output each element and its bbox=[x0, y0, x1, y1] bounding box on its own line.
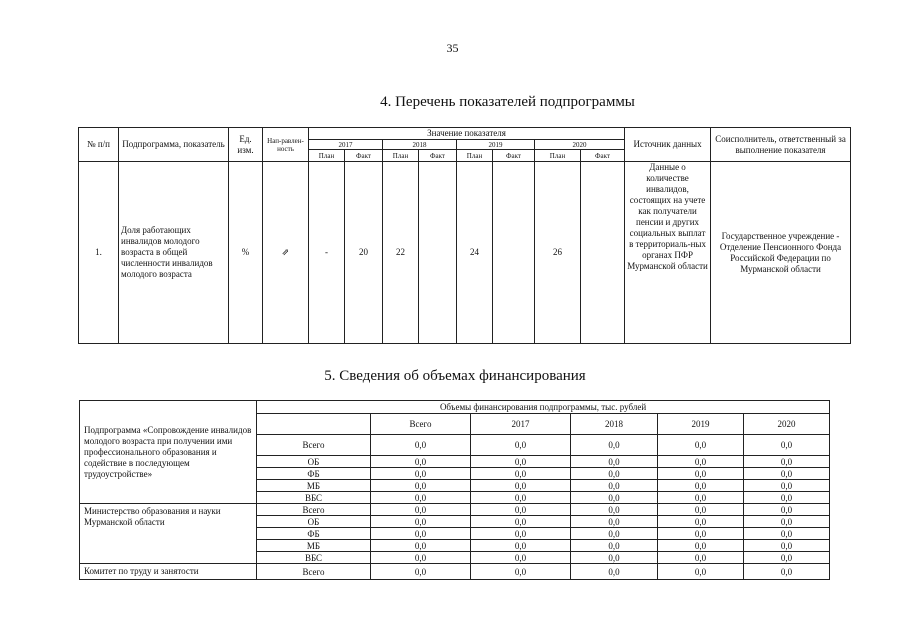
amount-cell: 0,0 bbox=[471, 468, 571, 480]
table-row bbox=[80, 564, 830, 580]
source-label: ВБС bbox=[257, 492, 371, 504]
amount-cell: 0,0 bbox=[371, 456, 471, 468]
fact-label: Факт bbox=[345, 150, 383, 162]
plan-label: План bbox=[383, 150, 419, 162]
amount-cell: 0,0 bbox=[658, 528, 744, 540]
amount-cell: 0,0 bbox=[371, 435, 471, 456]
source-label: Всего bbox=[257, 564, 371, 580]
amount-cell: 0,0 bbox=[471, 480, 571, 492]
amount-cell: 0,0 bbox=[471, 540, 571, 552]
source-label: ОБ bbox=[257, 456, 371, 468]
amount-cell: 0,0 bbox=[471, 528, 571, 540]
amount-cell: 0,0 bbox=[571, 480, 658, 492]
amount-cell: 0,0 bbox=[658, 552, 744, 564]
column-header: 2019 bbox=[658, 414, 744, 435]
source-label: ОБ bbox=[257, 516, 371, 528]
amount-cell: 0,0 bbox=[471, 504, 571, 516]
amount-cell: 0,0 bbox=[471, 552, 571, 564]
source-label: ФБ bbox=[257, 468, 371, 480]
year-2017: 2017 bbox=[309, 140, 383, 150]
amount-cell: 0,0 bbox=[371, 504, 471, 516]
amount-cell: 0,0 bbox=[744, 456, 830, 468]
direction-arrow-icon: ⇗ bbox=[263, 162, 309, 344]
amount-cell: 0,0 bbox=[658, 540, 744, 552]
amount-cell: 0,0 bbox=[571, 528, 658, 540]
amount-cell: 0,0 bbox=[371, 480, 471, 492]
amount-cell: 0,0 bbox=[658, 564, 744, 580]
value-2018-fact bbox=[419, 162, 457, 344]
amount-cell: 0,0 bbox=[471, 456, 571, 468]
header-direction: Нап-равлен-ность bbox=[263, 128, 309, 162]
amount-cell: 0,0 bbox=[371, 552, 471, 564]
column-header: 2017 bbox=[471, 414, 571, 435]
amount-cell: 0,0 bbox=[744, 528, 830, 540]
value-2020-plan: 26 bbox=[535, 162, 581, 344]
amount-cell: 0,0 bbox=[471, 564, 571, 580]
amount-cell: 0,0 bbox=[744, 480, 830, 492]
amount-cell: 0,0 bbox=[571, 564, 658, 580]
value-2017-plan: - bbox=[309, 162, 345, 344]
amount-cell: 0,0 bbox=[744, 516, 830, 528]
fact-label: Факт bbox=[581, 150, 625, 162]
column-header: Всего bbox=[371, 414, 471, 435]
financing-header-row bbox=[80, 401, 830, 414]
amount-cell: 0,0 bbox=[744, 552, 830, 564]
year-2018: 2018 bbox=[383, 140, 457, 150]
amount-cell: 0,0 bbox=[571, 456, 658, 468]
value-2019-fact bbox=[493, 162, 535, 344]
value-2020-fact bbox=[581, 162, 625, 344]
amount-cell: 0,0 bbox=[471, 516, 571, 528]
amount-cell: 0,0 bbox=[371, 528, 471, 540]
amount-cell: 0,0 bbox=[571, 504, 658, 516]
source-label: МБ bbox=[257, 540, 371, 552]
column-header: 2018 bbox=[571, 414, 658, 435]
amount-cell: 0,0 bbox=[658, 456, 744, 468]
amount-cell: 0,0 bbox=[658, 516, 744, 528]
section4-title: 4. Перечень показателей подпрограммы bbox=[380, 94, 635, 110]
amount-cell: 0,0 bbox=[571, 468, 658, 480]
group-name: Комитет по труду и занятости bbox=[80, 564, 257, 580]
amount-cell: 0,0 bbox=[571, 540, 658, 552]
amount-cell: 0,0 bbox=[571, 435, 658, 456]
amount-cell: 0,0 bbox=[744, 492, 830, 504]
plan-label: План bbox=[309, 150, 345, 162]
amount-cell: 0,0 bbox=[471, 435, 571, 456]
amount-cell: 0,0 bbox=[658, 435, 744, 456]
amount-cell: 0,0 bbox=[371, 468, 471, 480]
amount-cell: 0,0 bbox=[471, 492, 571, 504]
row-num: 1. bbox=[79, 162, 119, 344]
value-2019-plan: 24 bbox=[457, 162, 493, 344]
value-2017-fact: 20 bbox=[345, 162, 383, 344]
amount-cell: 0,0 bbox=[744, 468, 830, 480]
amount-cell: 0,0 bbox=[371, 516, 471, 528]
value-2018-plan: 22 bbox=[383, 162, 419, 344]
plan-label: План bbox=[535, 150, 581, 162]
source-label: ВБС bbox=[257, 552, 371, 564]
amount-cell: 0,0 bbox=[371, 540, 471, 552]
amount-cell: 0,0 bbox=[658, 504, 744, 516]
source-label: МБ bbox=[257, 480, 371, 492]
page-number: 35 bbox=[446, 41, 459, 55]
volumes-header: Объемы финансирования подпрограммы, тыс. рублей bbox=[257, 401, 830, 414]
fact-label: Факт bbox=[493, 150, 535, 162]
empty-cell bbox=[257, 414, 371, 435]
source-label: Всего bbox=[257, 435, 371, 456]
amount-cell: 0,0 bbox=[571, 552, 658, 564]
column-header: 2020 bbox=[744, 414, 830, 435]
amount-cell: 0,0 bbox=[744, 564, 830, 580]
amount-cell: 0,0 bbox=[571, 516, 658, 528]
header-source: Источник данных bbox=[625, 128, 711, 162]
amount-cell: 0,0 bbox=[658, 468, 744, 480]
amount-cell: 0,0 bbox=[658, 492, 744, 504]
amount-cell: 0,0 bbox=[658, 480, 744, 492]
amount-cell: 0,0 bbox=[744, 504, 830, 516]
amount-cell: 0,0 bbox=[371, 564, 471, 580]
section5-title: 5. Сведения об объемах финансирования bbox=[324, 368, 586, 384]
table-row bbox=[80, 504, 830, 516]
group-name: Подпрограмма «Сопровождение инвалидов молодого возраста при получении ими профессионального образования и содействие в последующем трудоустройстве» bbox=[80, 401, 257, 504]
header-num: № п/п bbox=[79, 128, 119, 162]
header-coexecutor: Соисполнитель, ответственный за выполнение показателя bbox=[711, 128, 851, 162]
source-label: Всего bbox=[257, 504, 371, 516]
header-unit: Ед. изм. bbox=[229, 128, 263, 162]
amount-cell: 0,0 bbox=[371, 492, 471, 504]
group-name: Министерство образования и науки Мурманской области bbox=[80, 504, 257, 564]
indicators-table bbox=[78, 127, 851, 344]
row-coexecutor: Государственное учреждение - Отделение Пенсионного Фонда Российской Федерации по Мурманской области bbox=[711, 162, 851, 344]
row-unit: % bbox=[229, 162, 263, 344]
row-program: Доля работающих инвалидов молодого возраста в общей численности инвалидов молодого возраста bbox=[119, 162, 229, 344]
amount-cell: 0,0 bbox=[744, 540, 830, 552]
source-label: ФБ bbox=[257, 528, 371, 540]
year-2020: 2020 bbox=[535, 140, 625, 150]
amount-cell: 0,0 bbox=[744, 435, 830, 456]
header-program: Подпрограмма, показатель bbox=[119, 128, 229, 162]
financing-table bbox=[79, 400, 830, 580]
plan-label: План bbox=[457, 150, 493, 162]
fact-label: Факт bbox=[419, 150, 457, 162]
year-2019: 2019 bbox=[457, 140, 535, 150]
row-source: Данные о количестве инвалидов, состоящих на учете как получатели пенсии и других социальных выплат в территориаль-ных органах ПФР Мурманской области bbox=[625, 162, 711, 344]
header-value: Значение показателя bbox=[309, 128, 625, 140]
amount-cell: 0,0 bbox=[571, 492, 658, 504]
